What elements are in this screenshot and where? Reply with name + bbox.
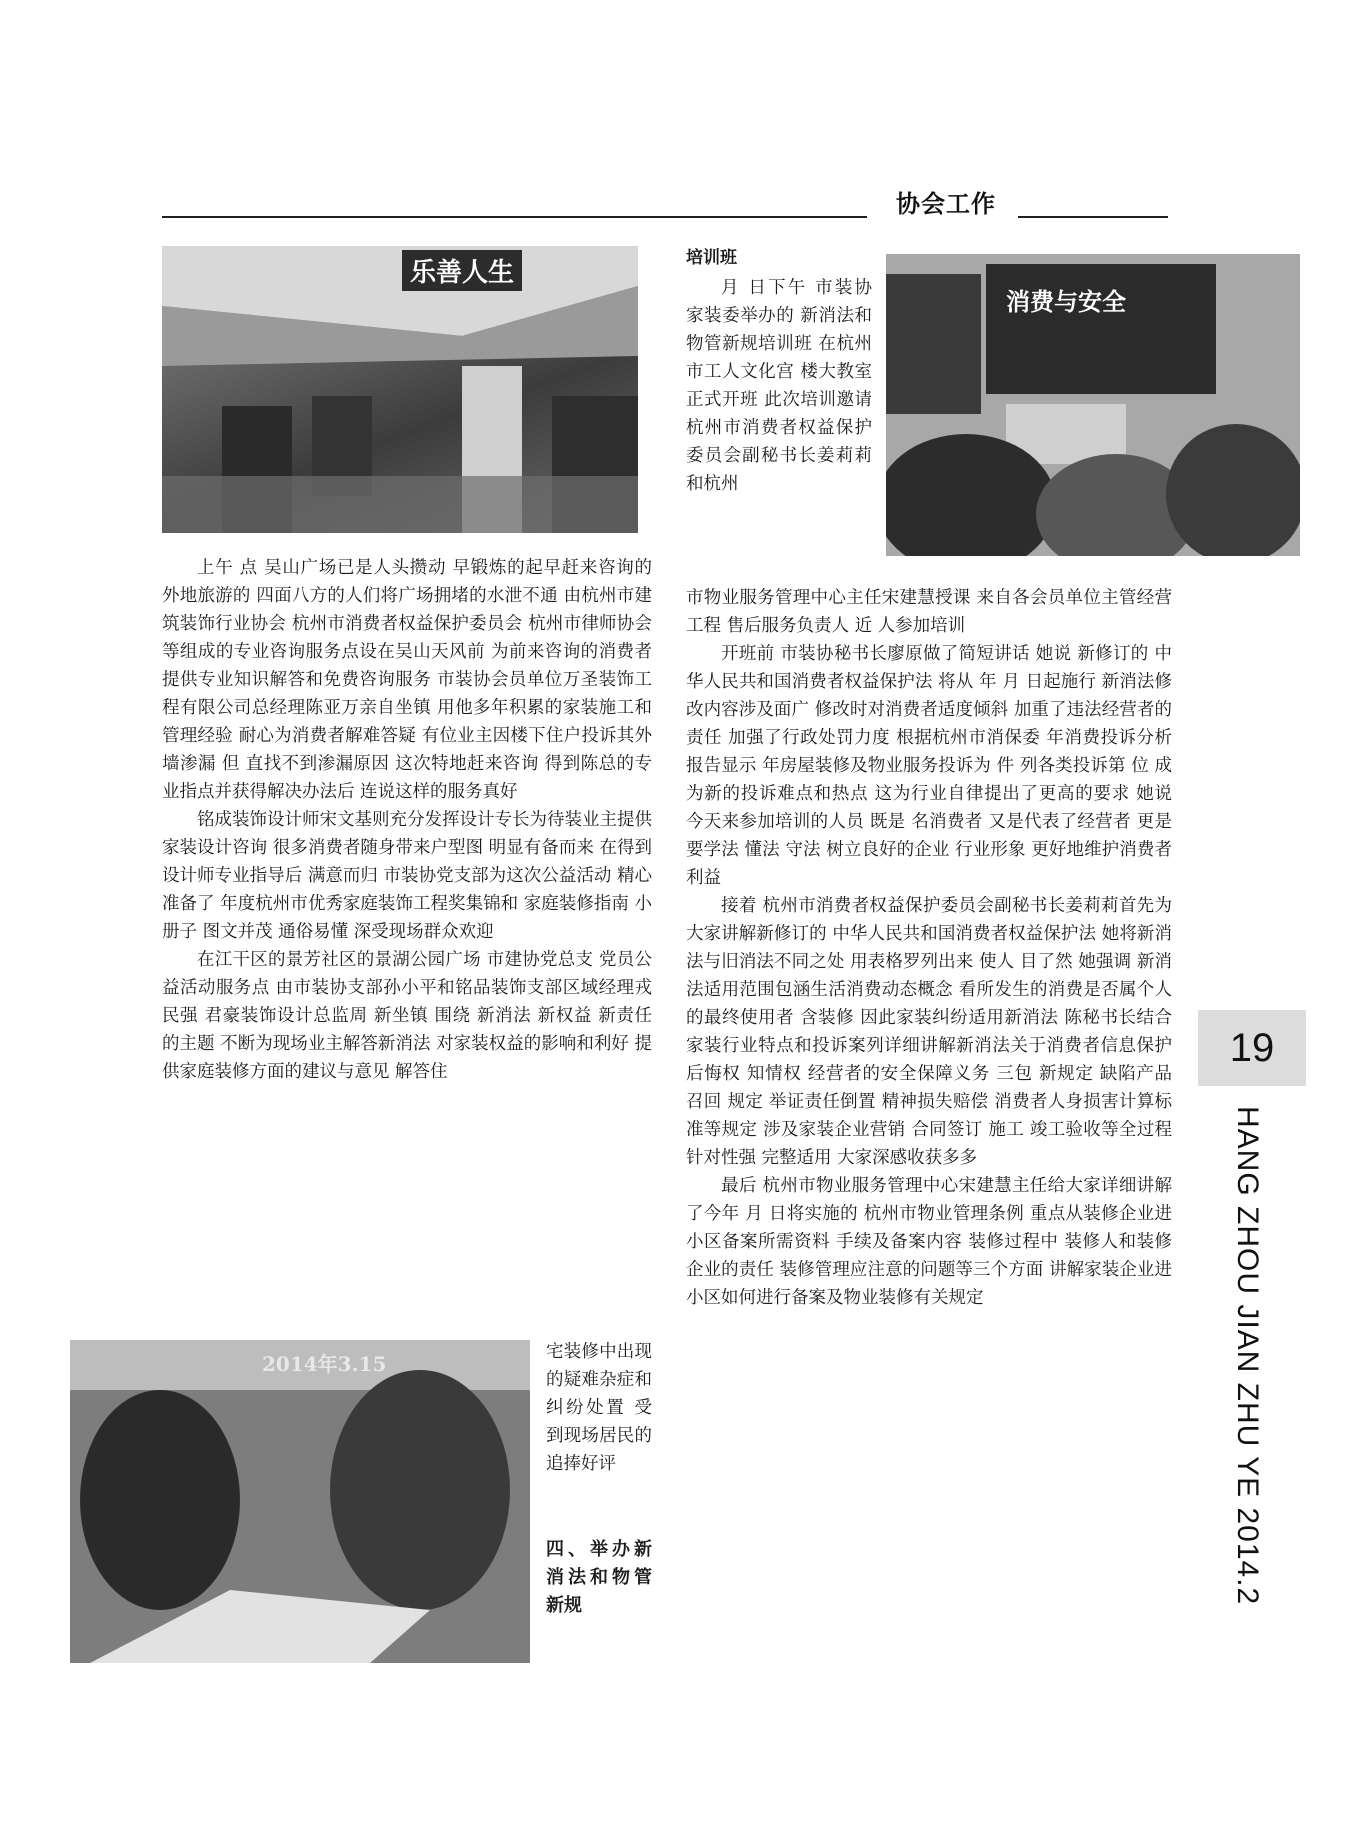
header-rule-left xyxy=(162,216,867,218)
right-narrow-paragraph: 月 日下午 市装协家装委举办的 新消法和物管新规培训班 在杭州市工人文化宫 楼大教室正式开班 此次培训邀请杭州市消费者权益保护委员会副秘书长姜莉莉和杭州 xyxy=(686,278,872,494)
section-heading-4: 四、举办新消法和物管新规 xyxy=(546,1539,652,1616)
community-photo-graphic xyxy=(70,1340,530,1663)
banner-date-text: 2014年3.15 xyxy=(262,1352,387,1376)
left-paragraph-2: 铭成装饰设计师宋文基则充分发挥设计专长为待装业主提供家装设计咨询 很多消费者随身带来户型图 明显有备而来 在得到设计师专业指导后 满意而归 市装协党支部为这次公益活动 精心准备了 年度杭州市优秀家庭装饰工程奖集锦和 家庭装修指南 小册子 图文并茂 通俗易懂 深受现场群众欢迎 xyxy=(162,810,652,942)
right-heading: 培训班 xyxy=(686,248,737,268)
consultation-booth-photo xyxy=(162,246,638,533)
section-title: 协会工作 xyxy=(896,190,996,218)
slide-title-text: 消费与安全 xyxy=(1006,287,1126,316)
right-paragraph-4: 最后 杭州市物业服务管理中心宋建慧主任给大家详细讲解了今年 月 日将实施的 杭州市物业管理条例 重点从装修企业进小区备案所需资料 手续及备案内容 装修过程中 装修人和装修企业的责任 装修管理应注意的问题等三个方面 讲解家装企业进小区如何进行备案及物业装修有关规定 xyxy=(686,1176,1172,1308)
left-narrow-text xyxy=(546,1338,652,1478)
right-column-text xyxy=(686,584,1172,1312)
header-rule-right xyxy=(1018,216,1168,218)
page-number: 19 xyxy=(1229,1025,1275,1070)
left-paragraph-3: 在江干区的景芳社区的景湖公园广场 市建协党总支 党员公益活动服务点 由市装协支部孙小平和铭品装饰支部区域经理戎民强 君豪装饰设计总监周 新坐镇 围绕 新消法 新权益 新责任 的主题 不断为现场业主解答新消法 对家装权益的影响和利好 提供家庭装修方面的建议与意见 解答住 xyxy=(162,950,652,1082)
training-class-photo xyxy=(886,254,1300,556)
left-narrow-paragraph: 宅装修中出现的疑难杂症和纠纷处置 受到现场居民的追捧好评 xyxy=(546,1342,652,1474)
journal-vertical-label: HANG ZHOU JIAN ZHU YE 2014.2 xyxy=(1231,1106,1264,1606)
right-paragraph-3: 接着 杭州市消费者权益保护委员会副秘书长姜莉莉首先为大家讲解新修订的 中华人民共和国消费者权益保护法 她将新消法与旧消法不同之处 用表格罗列出来 使人 目了然 她强调 新消法适用范围包涵生活消费动态概念 看所发生的消费是否属个人的最终使用者 含装修 因此家装纠纷适用新消法 陈秘书长结合家装行业特点和投诉案列详细讲解新消法关于消费者信息保护 后悔权 知情权 经营者的安全保障义务 三包 新规定 缺陷产品 召回 规定 举证责任倒置 精神损失赔偿 消费者人身损害计算标准等规定 涉及家装企业营销 合同签订 施工 竣工验收等全过程 针对性强 完整适用 大家深感收获多多 xyxy=(686,896,1172,1168)
right-narrow-text xyxy=(686,274,872,498)
right-paragraph-1: 市物业服务管理中心主任宋建慧授课 来自各会员单位主管经营 工程 售后服务负责人 近 人参加培训 xyxy=(686,588,1172,636)
booth-banner-text: 乐善人生 xyxy=(402,250,522,291)
left-column-text xyxy=(162,554,652,1086)
right-paragraph-2: 开班前 市装协秘书长廖原做了简短讲话 她说 新修订的 中华人民共和国消费者权益保护法 将从 年 月 日起施行 新消法修改内容涉及面广 修改时对消费者适度倾斜 加重了违法经营者的责任 加强了行政处罚力度 根据杭州市消保委 年消费投诉分析报告显示 年房屋装修及物业服务投诉为 件 列各类投诉第 位 成为新的投诉难点和热点 这为行业自律提出了更高的要求 她说 今天来参加培训的人员 既是 名消费者 又是代表了经营者 更是要学法 懂法 守法 树立良好的企业 行业形象 更好地维护消费者利益 xyxy=(686,644,1172,888)
booth-photo-graphic xyxy=(162,246,638,533)
page-number-tab xyxy=(1198,1010,1306,1086)
left-paragraph-1: 上午 点 吴山广场已是人头攒动 早锻炼的起早赶来咨询的 外地旅游的 四面八方的人们将广场拥堵的水泄不通 由杭州市建筑装饰行业协会 杭州市消费者权益保护委员会 杭州市律师协会等组成的专业咨询服务点设在吴山天风前 为前来咨询的消费者提供专业知识解答和免费咨询服务 市装协会员单位万圣装饰工程有限公司总经理陈亚万亲自坐镇 用他多年积累的家装施工和管理经验 耐心为消费者解难答疑 有位业主因楼下住户投诉其外墙渗漏 但 直找不到渗漏原因 这次特地赶来咨询 得到陈总的专业指点并获得解决办法后 连说这样的服务真好 xyxy=(162,558,652,802)
community-service-photo xyxy=(70,1340,530,1663)
